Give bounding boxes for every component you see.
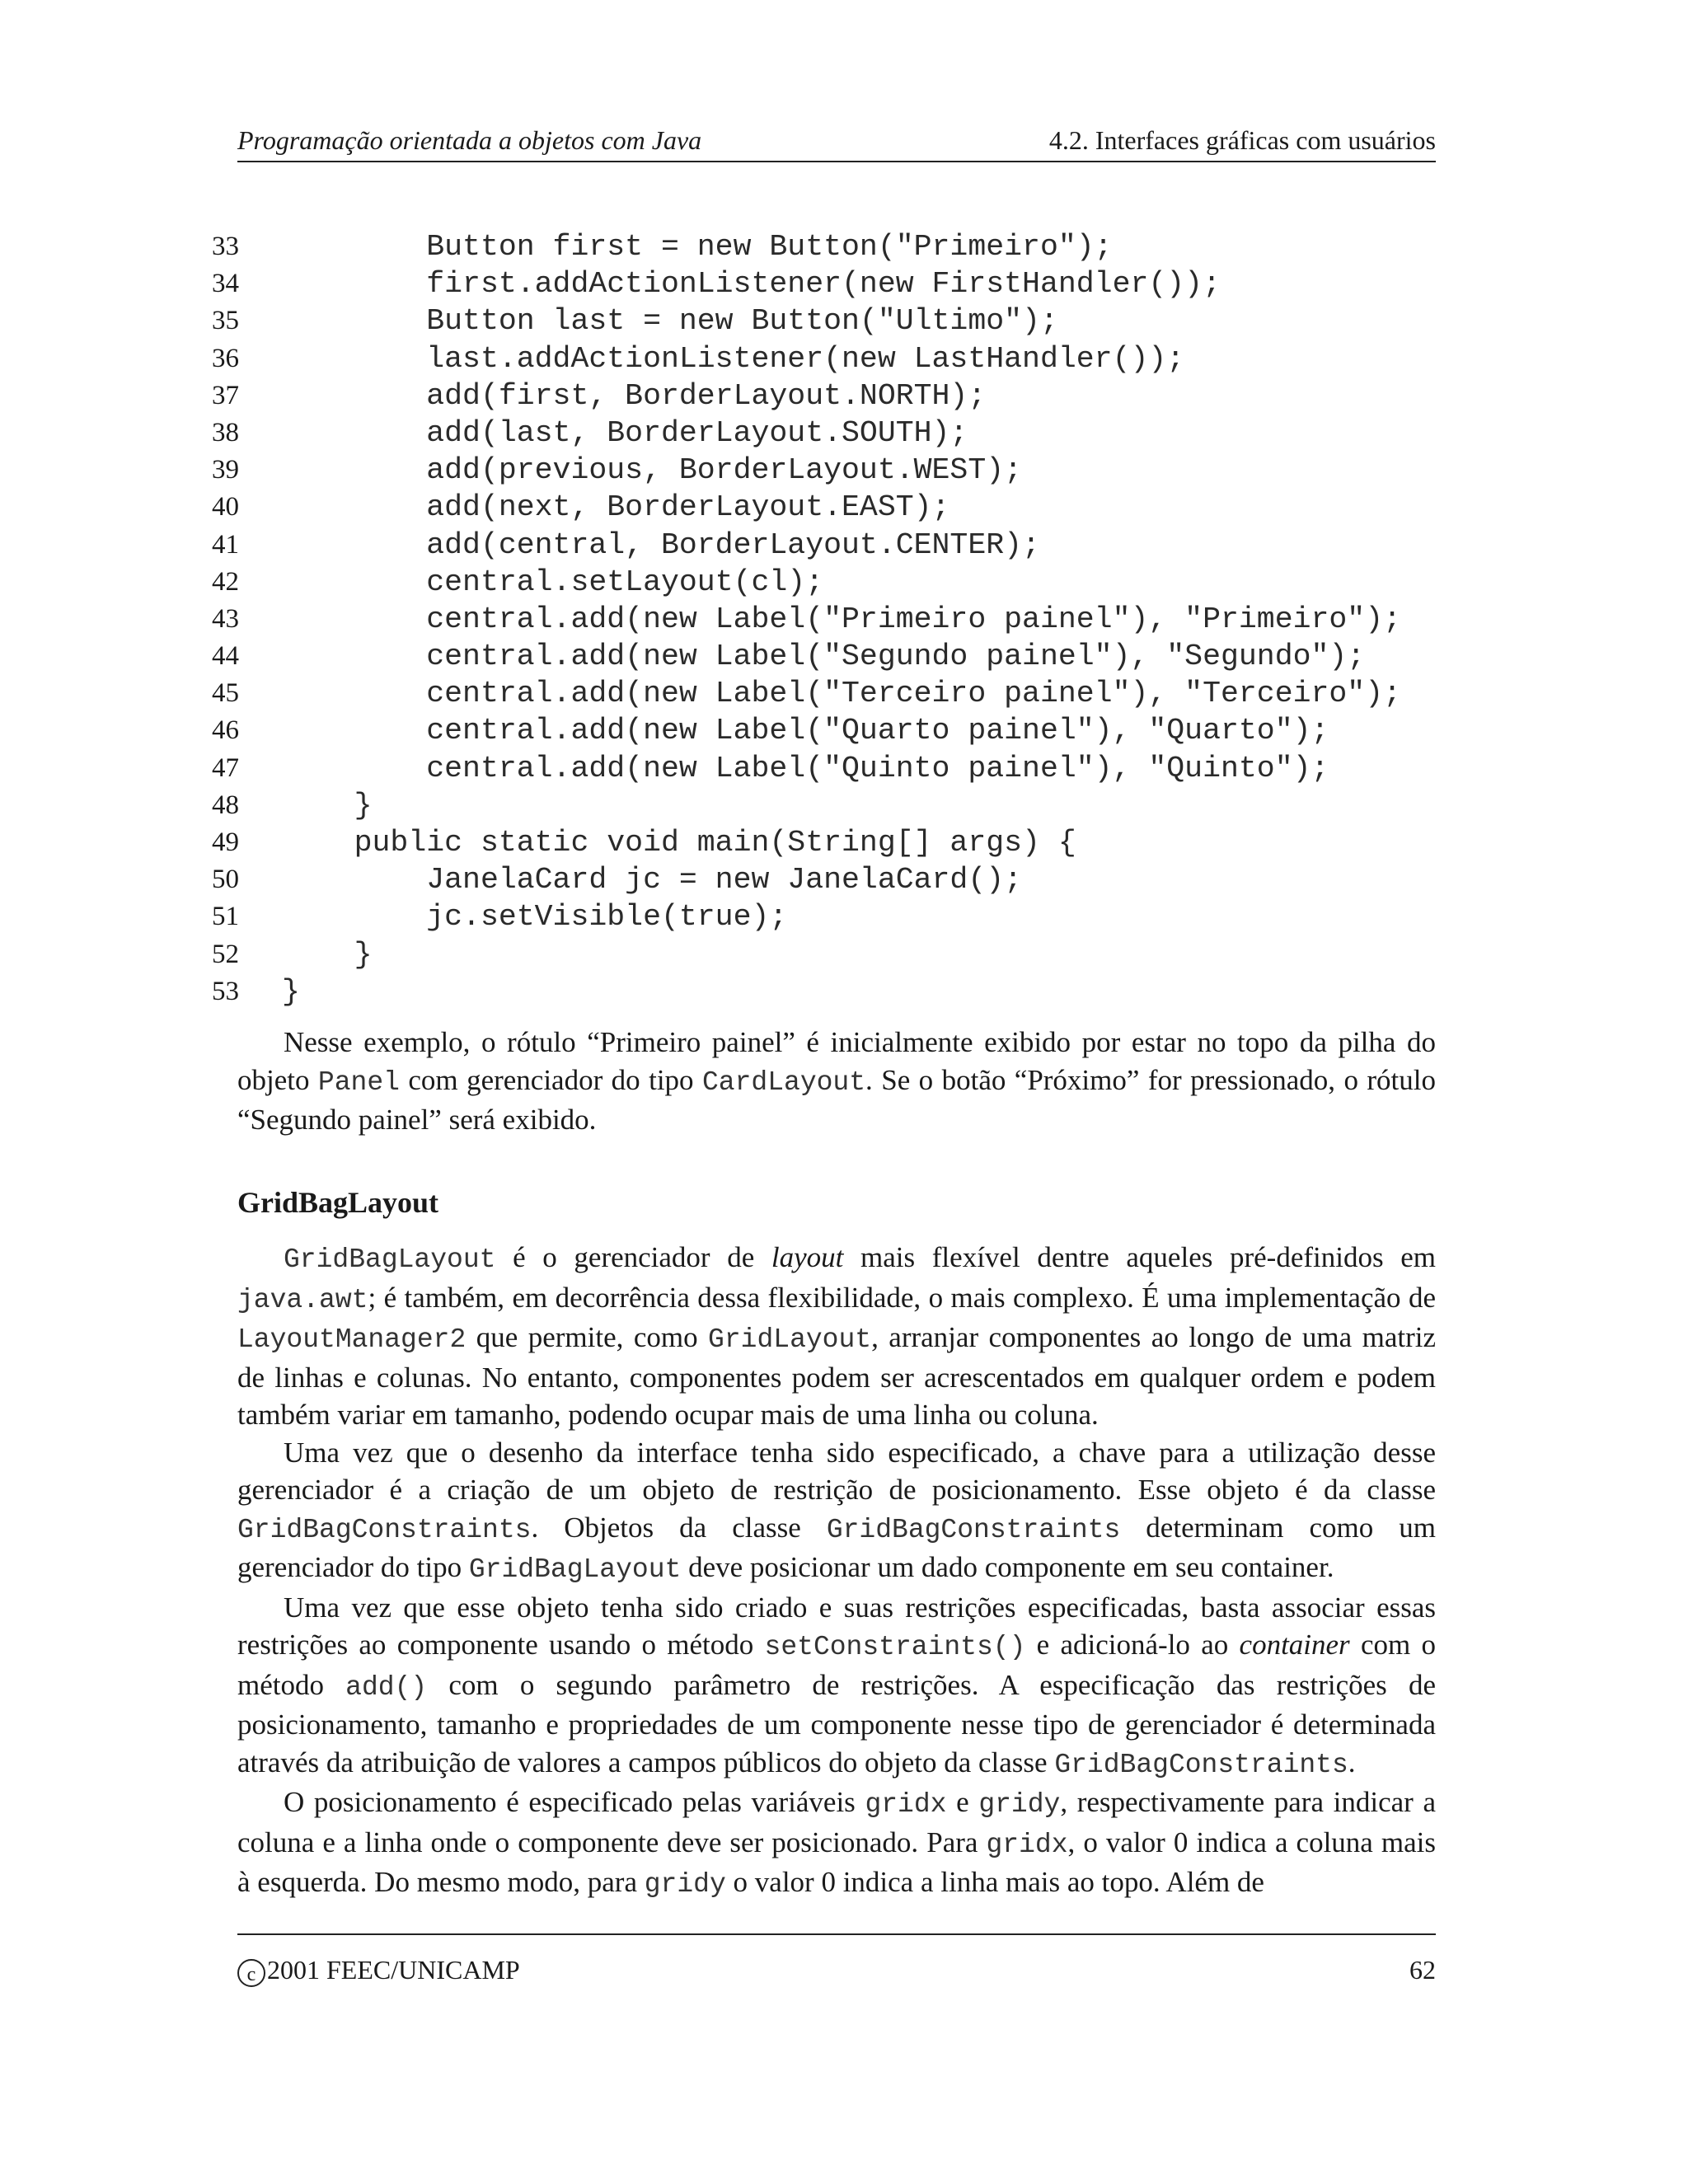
code-text: jc.setVisible(true); bbox=[282, 900, 788, 935]
code-line bbox=[206, 265, 1475, 302]
footer-copyright: c 2001 FEEC/UNICAMP bbox=[237, 1955, 520, 1987]
code-text: first.addActionListener(new FirstHandler()); bbox=[282, 267, 1221, 302]
code-text: central.setLayout(cl); bbox=[282, 565, 824, 599]
code-line bbox=[206, 527, 1475, 564]
code-text: } bbox=[282, 974, 300, 1009]
code-text: add(first, BorderLayout.NORTH); bbox=[282, 378, 987, 413]
line-number: 35 bbox=[212, 306, 239, 336]
line-number: 44 bbox=[212, 641, 239, 672]
code-line bbox=[206, 750, 1475, 787]
code-text: central.add(new Label("Quinto painel"), "Quinto"); bbox=[282, 751, 1329, 785]
line-number: 38 bbox=[212, 417, 239, 448]
line-number: 51 bbox=[212, 902, 239, 932]
page-number: 62 bbox=[1409, 1955, 1436, 1985]
line-number: 37 bbox=[212, 380, 239, 410]
code-line bbox=[206, 936, 1475, 973]
line-number: 46 bbox=[212, 715, 239, 746]
code-text: last.addActionListener(new LastHandler()); bbox=[282, 341, 1185, 376]
page-footer bbox=[237, 1933, 1436, 1993]
code-line bbox=[206, 787, 1475, 824]
code-line bbox=[206, 638, 1475, 675]
line-number: 36 bbox=[212, 343, 239, 373]
line-number: 49 bbox=[212, 827, 239, 857]
paragraph-gridx-gridy: O posicionamento é especificado pelas variáveis gridx e gridy, respectivamente para indicar a coluna e a linha onde o componente deve ser posicionado. Para gridx, o valor 0 indica a coluna mais à esquerda. Do mesmo modo, para gridy o valor 0 indica a linha mais ao topo. Além de bbox=[237, 1786, 1436, 1900]
line-number: 53 bbox=[212, 976, 239, 1006]
code-text: add(last, BorderLayout.SOUTH); bbox=[282, 415, 968, 450]
paragraph-set-constraints: Uma vez que esse objeto tenha sido criado e suas restrições especificadas, basta associar essas restrições ao componente usando o método setConstraints() e adicioná-lo ao container com o método add() com o segundo parâmetro de restrições. A especificação das restrições de posicionamento, tamanho e propriedades de um componente nesse tipo de gerenciador é determinada através da atribuição de valores a campos públicos do objeto da classe GridBagConstraints. bbox=[237, 1591, 1437, 1780]
code-listing bbox=[206, 228, 1475, 1010]
inline-code: Panel bbox=[317, 1066, 400, 1098]
copyright-icon: c bbox=[237, 1959, 265, 1987]
code-text: } bbox=[282, 937, 373, 972]
code-text: } bbox=[282, 788, 373, 823]
code-text: add(central, BorderLayout.CENTER); bbox=[282, 527, 1040, 562]
line-number: 39 bbox=[212, 455, 239, 485]
section-heading: GridBagLayout bbox=[237, 1186, 439, 1219]
code-text: central.add(new Label("Terceiro painel"), "Terceiro"); bbox=[282, 677, 1402, 711]
code-line bbox=[206, 675, 1475, 712]
code-text: JanelaCard jc = new JanelaCard(); bbox=[282, 863, 1023, 898]
code-line bbox=[206, 228, 1475, 265]
code-text: central.add(new Label("Primeiro painel"), "Primeiro"); bbox=[282, 602, 1402, 636]
line-number: 41 bbox=[212, 529, 239, 560]
code-text: central.add(new Label("Segundo painel"), "Segundo"); bbox=[282, 640, 1366, 674]
code-line bbox=[206, 861, 1475, 898]
line-number: 45 bbox=[212, 678, 239, 709]
header-book-title: Programação orientada a objetos com Java bbox=[237, 125, 702, 155]
code-text: Button last = new Button("Ultimo"); bbox=[282, 304, 1058, 339]
code-text: Button first = new Button("Primeiro"); bbox=[282, 230, 1113, 264]
code-text: public static void main(String[] args) { bbox=[282, 826, 1076, 860]
code-line bbox=[206, 302, 1475, 340]
line-number: 34 bbox=[212, 269, 239, 299]
code-text: add(next, BorderLayout.EAST); bbox=[282, 490, 950, 525]
line-number: 33 bbox=[212, 232, 239, 261]
code-line bbox=[206, 824, 1475, 861]
code-line bbox=[206, 415, 1475, 452]
line-number: 50 bbox=[212, 865, 239, 895]
code-line bbox=[206, 489, 1475, 526]
code-line bbox=[206, 898, 1475, 935]
paragraph-gridbag-constraints: Uma vez que o desenho da interface tenha sido especificado, a chave para a utilização desse gerenciador é a criação de um objeto de restrição de posicionamento. Esse objeto é da classe GridBagConstraints. Objetos da classe GridBagConstraints determinam como um gerenciador do tipo GridBagLayout deve posicionar um dado componente em seu container. bbox=[237, 1436, 1437, 1585]
code-line bbox=[206, 377, 1475, 415]
line-number: 43 bbox=[212, 603, 239, 634]
paragraph-gridbag-intro: GridBagLayout é o gerenciador de layout mais flexível dentre aqueles pré-definidos em java.awt; é também, em decorrência dessa flexibilidade, o mais complexo. É uma implementação de LayoutManager2 que permite, como GridLayout, arranjar componentes ao longo de uma matriz de linhas e colunas. No entanto, componentes podem ser acrescentados em qualquer ordem e podem também variar em tamanho, podendo ocupar mais de uma linha ou coluna. bbox=[237, 1241, 1436, 1431]
paragraph-card-layout-explanation: Nesse exemplo, o rótulo “Primeiro painel” é inicialmente exibido por estar no topo da pilha do objeto Panel com gerenciador do tipo CardLayout. Se o botão “Próximo” for pressionado, o rótulo “Segundo painel” será exibido. bbox=[237, 1026, 1436, 1136]
page-header bbox=[237, 124, 1436, 162]
code-text: central.add(new Label("Quarto painel"), "Quarto"); bbox=[282, 714, 1329, 748]
line-number: 47 bbox=[212, 752, 239, 783]
code-line bbox=[206, 452, 1475, 489]
line-number: 48 bbox=[212, 790, 239, 820]
code-line bbox=[206, 564, 1475, 601]
code-line bbox=[206, 601, 1475, 638]
line-number: 42 bbox=[212, 566, 239, 597]
code-line bbox=[206, 973, 1475, 1010]
header-section-title: 4.2. Interfaces gráficas com usuários bbox=[1048, 125, 1436, 155]
code-line bbox=[206, 340, 1475, 377]
line-number: 52 bbox=[212, 939, 239, 969]
code-line bbox=[206, 712, 1475, 749]
gridbag-section-body bbox=[237, 1239, 1436, 1904]
line-number: 40 bbox=[212, 492, 239, 523]
code-text: add(previous, BorderLayout.WEST); bbox=[282, 453, 1023, 488]
inline-code: CardLayout bbox=[702, 1066, 866, 1098]
